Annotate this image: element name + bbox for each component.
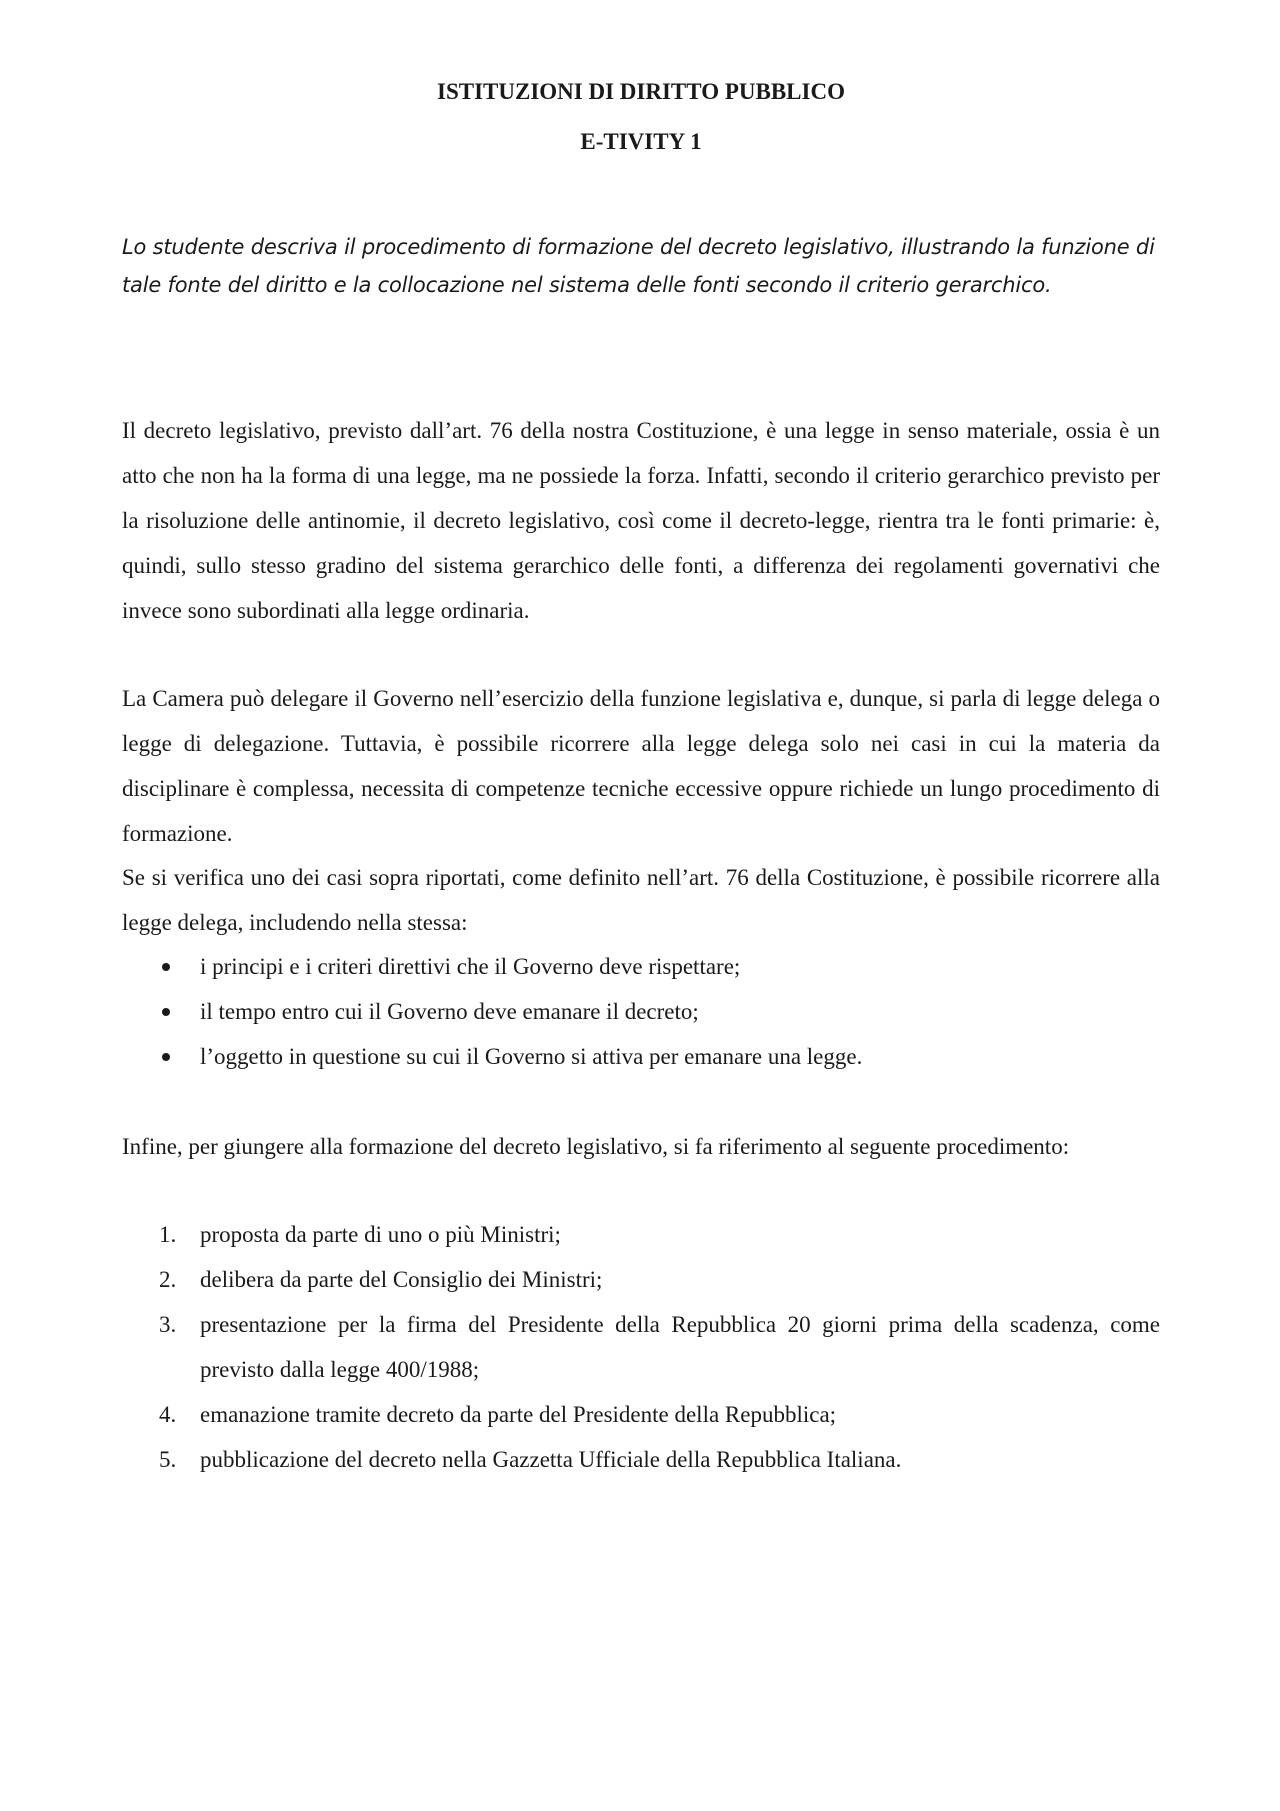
document-subtitle: E-TIVITY 1	[580, 129, 702, 154]
step-item	[122, 1392, 1160, 1437]
list-item	[122, 989, 1160, 1034]
step-item	[122, 1257, 1160, 1302]
bullet-icon	[162, 1053, 170, 1061]
step-number: 1.	[159, 1222, 177, 1247]
bullet-icon	[162, 1008, 170, 1016]
step-number: 4.	[159, 1402, 177, 1427]
list-item	[122, 944, 1160, 989]
bullet-icon	[162, 963, 170, 971]
bullet-list	[122, 944, 1160, 1079]
document-title: ISTITUZIONI DI DIRITTO PUBBLICO	[437, 79, 845, 104]
step-item	[122, 1302, 1160, 1392]
paragraph-decreto-legislativo: Il decreto legislativo, previsto dall’art. 76 della nostra Costituzione, è una legge in senso materiale, ossia è un atto che non ha la forma di una legge, ma ne possiede la forza. Infatti, secondo il criterio gerarchico previsto per la risoluzione delle antinomie, il decreto legislativo, così come il decreto-legge, rientra tra le fonti primarie: è, quindi, sullo stesso gradino del sistema gerarchico delle fonti, a differenza dei regolamenti governativi che invece sono subordinati alla legge ordinaria.	[122, 418, 1160, 623]
step-item	[122, 1437, 1160, 1482]
step-text: proposta da parte di uno o più Ministri;	[200, 1222, 561, 1247]
assignment-prompt: Lo studente descriva il procedimento di formazione del decreto legislativo, illustrando la funzione di tale fonte del diritto e la collocazione nel sistema delle fonti secondo il criterio gerarchico.	[122, 235, 1155, 297]
step-text: presentazione per la firma del Presidente della Repubblica 20 giorni prima della scadenza, come previsto dalla legge 400/1988;	[200, 1312, 1160, 1382]
list-item-text: il tempo entro cui il Governo deve emanare il decreto;	[200, 999, 699, 1024]
step-item	[122, 1212, 1160, 1257]
step-number: 2.	[159, 1267, 177, 1292]
list-item	[122, 1034, 1160, 1079]
step-number: 5.	[159, 1447, 177, 1472]
step-text: pubblicazione del decreto nella Gazzetta Ufficiale della Repubblica Italiana.	[200, 1447, 902, 1472]
paragraph-legge-delega: La Camera può delegare il Governo nell’esercizio della funzione legislativa e, dunque, si parla di legge delega o legge di delegazione. Tuttavia, è possibile ricorrere alla legge delega solo nei casi in cui la materia da disciplinare è complessa, necessita di competenze tecniche eccessive oppure richiede un lungo procedimento di formazione.	[122, 686, 1160, 846]
paragraph-procedimento: Infine, per giungere alla formazione del decreto legislativo, si fa riferimento al seguente procedimento:	[122, 1134, 1070, 1159]
list-item-text: i principi e i criteri direttivi che il Governo deve rispettare;	[200, 954, 741, 979]
procedure-steps-list	[122, 1212, 1160, 1482]
step-text: delibera da parte del Consiglio dei Ministri;	[200, 1267, 603, 1292]
list-item-text: l’oggetto in questione su cui il Governo si attiva per emanare una legge.	[200, 1044, 863, 1069]
step-number: 3.	[159, 1312, 177, 1337]
step-text: emanazione tramite decreto da parte del Presidente della Repubblica;	[200, 1402, 837, 1427]
paragraph-casi: Se si verifica uno dei casi sopra riportati, come definito nell’art. 76 della Costituzione, è possibile ricorrere alla legge delega, includendo nella stessa:	[122, 865, 1160, 935]
